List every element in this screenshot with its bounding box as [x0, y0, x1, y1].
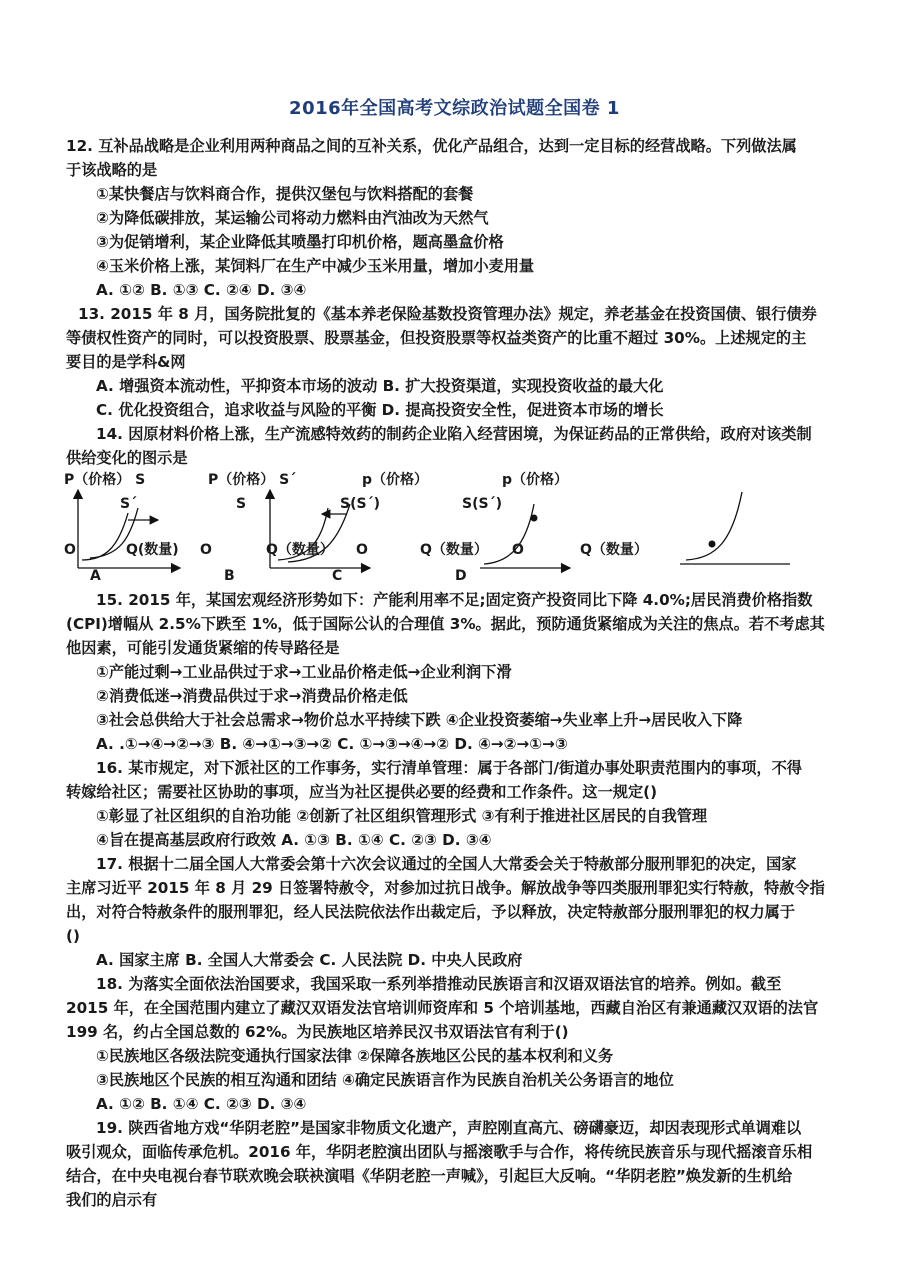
q19-stem-line1: 19. 陕西省地方戏“华阴老腔”是国家非物质文化遗产，声腔刚直高亢、磅礴豪迈，却因表现形式单调难以	[96, 1119, 802, 1137]
q18-options-3-4: ③民族地区个民族的相互沟通和团结 ④确定民族语言作为民族自治机关公务语言的地位	[96, 1071, 674, 1089]
graph-b-y-label: P（价格） S´	[208, 472, 297, 488]
q12-choices: A. ①② B. ①③ C. ②④ D. ③④	[96, 281, 307, 299]
q15-choices: A. .①→④→②→③ B. ④→①→③→② C. ①→③→④→② D. ④→②→①→③	[96, 735, 568, 753]
q12-option-1: ①某快餐店与饮料商合作，提供汉堡包与饮料搭配的套餐	[96, 185, 474, 203]
graph-d-letter: D	[455, 568, 467, 584]
graph-d-curve	[686, 492, 742, 560]
q19-stem-line3: 结合，在中央电视台春节联欢晚会联袂演唱《华阴老腔一声喊》，引起巨大反响。“华阴老腔”焕发新的生机给	[66, 1167, 793, 1185]
graph-d	[455, 471, 790, 584]
q18-options-1-2: ①民族地区各级法院变通执行国家法律 ②保障各族地区公民的基本权利和义务	[96, 1047, 614, 1065]
graph-c-x-label: Q（数量）	[420, 542, 488, 558]
q18-choices: A. ①② B. ①④ C. ②③ D. ③④	[96, 1095, 307, 1113]
graph-a-x-label: Q(数量)	[126, 542, 179, 558]
q15-option-3-4: ③社会总供给大于社会总需求→物价总水平持续下跌 ④企业投资萎缩→失业率上升→居民收入下降	[96, 711, 743, 729]
q19-stem-line2: 吸引观众，面临传承危机。2016 年，华阴老腔演出团队与摇滚歌手与合作，将传统民族音乐与现代摇滚音乐相	[66, 1143, 813, 1161]
graph-b	[200, 471, 370, 584]
q17-stem-line3: 出，对符合特赦条件的服刑罪犯，经人民法院依法作出裁定后，予以释放，决定特赦部分服刑罪犯的权力属于	[66, 903, 795, 921]
q18-stem-line1: 18. 为落实全面依法治国要求，我国采取一系列举措推动民族语言和汉语双语法官的培养。例如。截至	[96, 975, 782, 993]
graph-c-y-label: p（价格）	[362, 472, 429, 488]
q15-stem-line1: 15. 2015 年，某国宏观经济形势如下：产能利用率不足;固定资产投资同比下降 4.0%;居民消费价格指数	[96, 591, 813, 609]
q16-stem-line1: 16. 某市规定，对下派社区的工作事务，实行清单管理：属于各部门/街道办事处职责范围内的事项，不得	[96, 759, 802, 777]
page-title: 2016年全国高考文综政治试题全国卷 1	[289, 98, 620, 119]
q12-option-2: ②为降低碳排放，某运输公司将动力燃料由汽油改为天然气	[96, 209, 489, 227]
graph-a-origin: O	[64, 542, 76, 558]
graph-c-s-label: S(S´)	[340, 496, 380, 512]
graph-a-y-label: P（价格） S	[64, 472, 146, 488]
graph-b-s-label: S	[236, 496, 247, 512]
q13-stem-line1: 13. 2015 年 8 月，国务院批复的《基本养老保险基数投资管理办法》规定，养老基金在投资国债、银行债券	[78, 305, 817, 323]
q12-option-3: ③为促销增利，某企业降低其喷墨打印机价格，题高墨盒价格	[96, 233, 504, 251]
graph-c-point	[531, 515, 538, 522]
q13-stem-line2: 等债权性资产的同时，可以投资股票、股票基金，但投资股票等权益类资产的比重不超过 30%。上述规定的主	[66, 329, 807, 347]
q15-option-1: ①产能过剩→工业品供过于求→工业品价格走低→企业利润下滑	[96, 663, 512, 681]
q12-option-4: ④玉米价格上涨，某饲料厂在生产中减少玉米用量，增加小麦用量	[96, 257, 535, 275]
q17-choices: A. 国家主席 B. 全国人大常委会 C. 人民法院 D. 中央人民政府	[96, 951, 523, 969]
graph-d-origin: O	[512, 542, 524, 558]
graph-d-s-label: S(S´)	[462, 496, 502, 512]
graph-d-x-label: Q（数量）	[580, 542, 648, 558]
q13-stem-line3: 要目的是学科&网	[66, 353, 186, 371]
graph-c-origin: O	[356, 542, 368, 558]
q17-stem-line2: 主席习近平 2015 年 8 月 29 日签署特赦令，对参加过抗日战争。解放战争等四类服刑罪犯实行特赦，特赦令指	[66, 879, 825, 897]
q18-stem-line2: 2015 年，在全国范围内建立了藏汉双语发法官培训师资库和 5 个培训基地，西藏自治区有兼通藏汉双语的法官	[66, 999, 819, 1017]
graph-d-point	[709, 541, 716, 548]
q15-stem-line3: 他因素，可能引发通货紧缩的传导路径是	[66, 639, 340, 657]
supply-curve-figures	[60, 468, 860, 588]
q15-stem-line2: (CPI)增幅从 2.5%下跌至 1%，低于国际公认的合理值 3%。据此，预防通货紧缩成为关注的焦点。若不考虑其	[66, 615, 825, 633]
q15-option-2: ②消费低迷→消费品供过于求→消费品价格走低	[96, 687, 408, 705]
graph-b-x-label: Q（数量）	[266, 542, 334, 558]
graph-a	[64, 471, 180, 584]
q17-stem-line4: ()	[66, 927, 80, 945]
q16-stem-line2: 转嫁给社区；需要社区协助的事项，应当为社区提供必要的经费和工作条件。这一规定()	[66, 783, 658, 801]
q14-stem-line1: 14. 因原材料价格上涨，生产流感特效药的制药企业陷入经营困境，为保证药品的正常供给，政府对该类制	[96, 425, 812, 443]
graph-a-letter: A	[90, 568, 101, 584]
graph-b-origin: O	[200, 542, 212, 558]
graph-d-y-label: p（价格）	[502, 472, 569, 488]
graph-a-s-prime-label: S´	[120, 496, 138, 512]
q12-stem-line2: 于该战略的是	[66, 161, 158, 179]
q12-stem-line1: 12. 互补品战略是企业利用两种商品之间的互补关系，优化产品组合，达到一定目标的经营战略。下列做法属	[66, 137, 797, 155]
q16-options-1-3: ①彰显了社区组织的自治功能 ②创新了社区组织管理形式 ③有利于推进社区居民的自我管理	[96, 807, 708, 825]
graph-a-curve-s	[82, 513, 128, 560]
q19-stem-line4: 我们的启示有	[66, 1191, 158, 1209]
q14-stem-line2: 供给变化的图示是	[66, 449, 188, 467]
q17-stem-line1: 17. 根据十二届全国人大常委会第十六次会议通过的全国人大常委会关于特赦部分服刑罪犯的决定，国家	[96, 855, 797, 873]
q18-stem-line3: 199 名，约占全国总数的 62%。为民族地区培养民汉书双语法官有利于()	[66, 1023, 569, 1041]
graph-c-curve	[484, 504, 534, 564]
q16-option-4-choices: ④旨在提高基层政府行政效 A. ①③ B. ①④ C. ②③ D. ③④	[96, 831, 492, 849]
graph-b-letter: B	[224, 568, 235, 584]
graph-c-letter: C	[332, 568, 343, 584]
q13-choices-ab: A. 增强资本流动性，平抑资本市场的波动 B. 扩大投资渠道，实现投资收益的最大化	[96, 377, 664, 395]
q13-choices-cd: C. 优化投资组合，追求收益与风险的平衡 D. 提高投资安全性，促进资本市场的增长	[96, 401, 664, 419]
